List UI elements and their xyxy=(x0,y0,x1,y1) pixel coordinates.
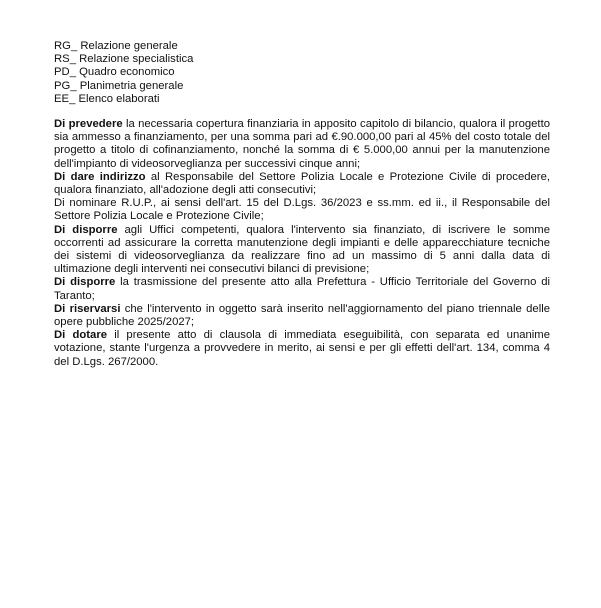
paragraph-lead: Di dare indirizzo xyxy=(54,170,146,183)
legend-item-pg xyxy=(54,80,550,93)
paragraph-dotare xyxy=(54,329,550,369)
paragraph-text: la trasmissione del presente atto alla Prefettura - Ufficio Territoriale del Governo di Taranto; xyxy=(54,276,550,302)
paragraph-prevedere xyxy=(54,118,550,171)
paragraph-dare-indirizzo xyxy=(54,171,550,197)
paragraph-nominare xyxy=(54,197,550,223)
paragraph-disporre-uffici xyxy=(54,224,550,277)
legend-label: Relazione generale xyxy=(80,40,178,52)
paragraph-lead: Di dotare xyxy=(54,329,108,342)
legend-label: Planimetria generale xyxy=(79,79,184,92)
paragraph-lead: Di riservarsi xyxy=(54,302,121,315)
paragraph-text: che l'intervento in oggetto sarà inserito nell'aggiornamento del piano triennale delle opere pubbliche 2025/2027; xyxy=(54,302,550,329)
legend-code: EE_ xyxy=(54,92,76,105)
legend-code: RG_ xyxy=(54,40,78,52)
legend-item-rg xyxy=(54,40,550,53)
legend-code: PD_ xyxy=(54,66,76,79)
paragraph-text: il presente atto di clausola di immediata eseguibilità, con separata ed unanime votazione, stante l'urgenza a provvedere in merito, ai sensi e per gli effetti dell'art. 134, comma 4 del D.Lgs. 267/2000. xyxy=(54,329,550,368)
paragraph-text: al Responsabile del Settore Polizia Locale e Protezione Civile di procedere, qualora finanziato, all'adozione degli atti consecutivi; xyxy=(54,170,550,197)
legend-item-ee xyxy=(54,93,550,106)
paragraph-lead: Di disporre xyxy=(54,276,116,289)
paragraph-disporre-trasmissione xyxy=(54,276,550,302)
document-page xyxy=(54,40,550,369)
paragraph-lead: Di prevedere xyxy=(54,118,123,131)
paragraph-text: la necessaria copertura finanziaria in apposito capitolo di bilancio, qualora il progetto sia ammesso a finanziamento, per una somma pari ad €.90.000,00 pari al 45% del costo totale del progetto a titolo di cofinanziamento, nonché la somma di € 5.000,00 annui per la manutenzione dell'impianto di videosorveglianza per successivi cinque anni; xyxy=(54,118,550,170)
legend-code: PG_ xyxy=(54,79,77,92)
legend-code: RS_ xyxy=(54,53,76,66)
paragraph-lead: Di disporre xyxy=(54,223,118,236)
legend-item-pd xyxy=(54,66,550,79)
paragraph-text: Di nominare R.U.P., ai sensi dell'art. 15 del D.Lgs. 36/2023 e ss.mm. ed ii., il Responsabile del Settore Polizia Locale e Protezione Civile; xyxy=(54,197,550,223)
legend-label: Quadro economico xyxy=(79,66,175,79)
legend-item-rs xyxy=(54,53,550,66)
paragraph-text: agli Uffici competenti, qualora l'intervento sia finanziato, di iscrivere le somme occorrenti ad assicurare la corretta manutenzione degli impianti e delle apparecchiature tecniche dei sistemi di videosorveglianza da realizzare fino ad un massimo di 5 anni dalla data di ultimazione degli interventi nei consecutivi bilanci di previsione; xyxy=(54,223,550,276)
legend-label: Elenco elaborati xyxy=(78,92,160,105)
legend-label: Relazione specialistica xyxy=(79,53,194,66)
attachments-legend xyxy=(54,40,550,106)
paragraph-riservarsi xyxy=(54,303,550,329)
